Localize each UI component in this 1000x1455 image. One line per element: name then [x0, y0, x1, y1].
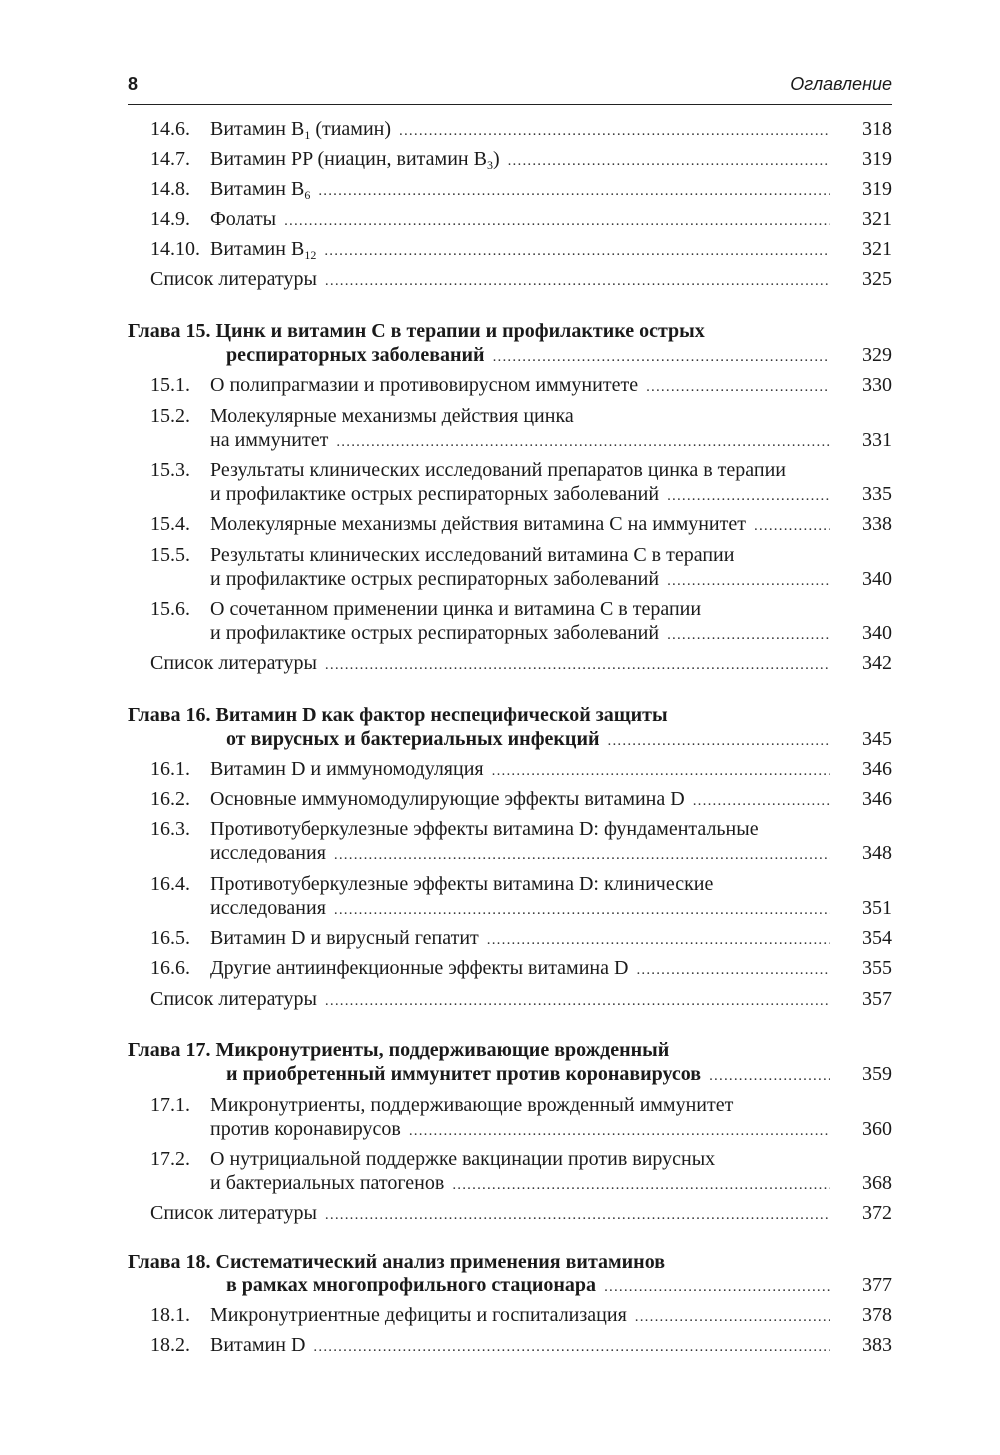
entry-page: 330: [862, 374, 892, 396]
entry-title: на иммунитет: [210, 429, 329, 451]
header-rule: [128, 104, 892, 105]
entry-number: 16.2.: [150, 788, 190, 810]
entry-title: Витамин $B_{12}$: [210, 238, 317, 262]
toc-entry[interactable]: [0, 370, 1000, 400]
entry-title: против коронавирусов: [210, 1118, 401, 1140]
chapter-title: и приобретенный иммунитет против коронавирусов: [226, 1063, 702, 1085]
toc-entry-cont[interactable]: [0, 1168, 1000, 1198]
entry-page: 354: [862, 927, 892, 949]
entry-title: Основные иммуномодулирующие эффекты витамина D: [210, 788, 685, 810]
entry-page: 368: [862, 1172, 892, 1194]
entry-title: О полипрагмазии и противовирусном иммунитете: [210, 374, 639, 396]
entry-title: Витамин $B_6$: [210, 178, 311, 202]
entry-number: 14.6.: [150, 118, 190, 140]
entry-page: 335: [862, 483, 892, 505]
entry-page: 346: [862, 788, 892, 810]
entry-page: 359: [862, 1063, 892, 1085]
toc-references[interactable]: [0, 648, 1000, 678]
entry-title: исследования: [210, 897, 326, 919]
references-label: Список литературы: [150, 988, 317, 1010]
toc-entry[interactable]: [0, 923, 1000, 953]
entry-number: 15.3.: [150, 459, 190, 481]
entry-page: 360: [862, 1118, 892, 1140]
entry-number: 18.1.: [150, 1304, 190, 1326]
entry-title: Витамин D: [210, 1334, 306, 1356]
entry-page: 383: [862, 1334, 892, 1356]
chapter-heading-cont[interactable]: [0, 1059, 1000, 1089]
chapter-label: Глава 17. Микронутриенты, поддерживающие врожденный: [128, 1039, 670, 1061]
entry-page: 325: [862, 268, 892, 290]
entry-title: Витамин PP (ниацин, витамин $B_3$): [210, 148, 500, 172]
chapter-title: в рамках многопрофильного стационара: [226, 1274, 597, 1296]
entry-number: 16.1.: [150, 758, 190, 780]
references-label: Список литературы: [150, 1202, 317, 1224]
entry-number: 15.6.: [150, 598, 190, 620]
entry-number: 16.5.: [150, 927, 190, 949]
entry-title: О нутрициальной поддержке вакцинации против вирусных: [210, 1148, 716, 1170]
entry-number: 14.9.: [150, 208, 190, 230]
references-label: Список литературы: [150, 652, 317, 674]
toc-entry-cont[interactable]: [0, 893, 1000, 923]
toc-entry[interactable]: [0, 114, 1000, 144]
page-header: [128, 74, 892, 100]
entry-number: 14.8.: [150, 178, 190, 200]
entry-title: Противотуберкулезные эффекты витамина D: клинические: [210, 873, 714, 895]
toc-entry[interactable]: [0, 234, 1000, 264]
entry-number: 15.5.: [150, 544, 190, 566]
running-title: Оглавление: [790, 74, 892, 94]
entry-page: 321: [862, 238, 892, 260]
entry-number: 17.1.: [150, 1094, 190, 1116]
entry-page: 321: [862, 208, 892, 230]
entry-page: 319: [862, 178, 892, 200]
entry-number: 18.2.: [150, 1334, 190, 1356]
entry-page: 377: [862, 1274, 892, 1296]
toc-entry-cont[interactable]: [0, 425, 1000, 455]
entry-title: Результаты клинических исследований витамина C в терапии: [210, 544, 735, 566]
entry-title: Витамин D и иммуномодуляция: [210, 758, 484, 780]
entry-number: 16.3.: [150, 818, 190, 840]
entry-page: 331: [862, 429, 892, 451]
page-number: 8: [128, 74, 139, 94]
entry-title: исследования: [210, 842, 326, 864]
entry-title: и профилактике острых респираторных заболеваний: [210, 483, 660, 505]
chapter-title: респираторных заболеваний: [226, 344, 485, 366]
entry-title: Молекулярные механизмы действия цинка: [210, 405, 574, 427]
entry-title: Молекулярные механизмы действия витамина C на иммунитет: [210, 513, 746, 535]
toc-entry-cont[interactable]: [0, 479, 1000, 509]
entry-title: Микронутриенты, поддерживающие врожденный иммунитет: [210, 1094, 734, 1116]
chapter-label: Глава 16. Витамин D как фактор неспецифической защиты: [128, 704, 668, 726]
entry-title: О сочетанном применении цинка и витамина C в терапии: [210, 598, 702, 620]
entry-page: 340: [862, 622, 892, 644]
chapter-heading-cont[interactable]: [0, 724, 1000, 754]
entry-page: 342: [862, 652, 892, 674]
entry-page: 318: [862, 118, 892, 140]
toc-references[interactable]: [0, 264, 1000, 294]
entry-title: Витамин D и вирусный гепатит: [210, 927, 479, 949]
toc-references[interactable]: [0, 1198, 1000, 1228]
entry-number: 14.10.: [150, 238, 200, 260]
toc-entry[interactable]: [0, 204, 1000, 234]
entry-number: 15.1.: [150, 374, 190, 396]
entry-page: 351: [862, 897, 892, 919]
entry-number: 15.4.: [150, 513, 190, 535]
chapter-title: от вирусных и бактериальных инфекций: [226, 728, 600, 750]
entry-page: 338: [862, 513, 892, 535]
toc-entry[interactable]: [0, 754, 1000, 784]
entry-page: 340: [862, 568, 892, 590]
entry-page: 355: [862, 957, 892, 979]
entry-number: 16.4.: [150, 873, 190, 895]
entry-title: Фолаты: [210, 208, 277, 230]
toc-entry[interactable]: [0, 509, 1000, 539]
toc-entry[interactable]: [0, 953, 1000, 983]
entry-page: 348: [862, 842, 892, 864]
toc-entry[interactable]: [0, 174, 1000, 204]
toc-entry-cont[interactable]: [0, 564, 1000, 594]
toc-references[interactable]: [0, 984, 1000, 1014]
toc-entry[interactable]: [0, 144, 1000, 174]
toc-entry-cont[interactable]: [0, 838, 1000, 868]
entry-page: 319: [862, 148, 892, 170]
entry-title: и бактериальных патогенов: [210, 1172, 445, 1194]
references-label: Список литературы: [150, 268, 317, 290]
entry-number: 14.7.: [150, 148, 190, 170]
entry-number: 15.2.: [150, 405, 190, 427]
toc-entry[interactable]: [0, 1300, 1000, 1330]
entry-number: 17.2.: [150, 1148, 190, 1170]
entry-title: и профилактике острых респираторных заболеваний: [210, 568, 660, 590]
entry-page: 378: [862, 1304, 892, 1326]
entry-page: 329: [862, 344, 892, 366]
chapter-label: Глава 15. Цинк и витамин C в терапии и профилактике острых: [128, 320, 705, 342]
entry-page: 372: [862, 1202, 892, 1224]
entry-title: Витамин $B_1$ (тиамин): [210, 118, 392, 142]
entry-title: Микронутриентные дефициты и госпитализация: [210, 1304, 627, 1326]
chapter-heading-cont[interactable]: [0, 1270, 1000, 1300]
chapter-heading-cont[interactable]: [0, 340, 1000, 370]
toc-entry-cont[interactable]: [0, 618, 1000, 648]
entry-page: 345: [862, 728, 892, 750]
entry-title: Противотуберкулезные эффекты витамина D: фундаментальные: [210, 818, 759, 840]
entry-page: 357: [862, 988, 892, 1010]
chapter-label: Глава 18. Систематический анализ применения витаминов: [128, 1251, 665, 1273]
entry-title: Результаты клинических исследований препаратов цинка в терапии: [210, 459, 786, 481]
toc-entry-cont[interactable]: [0, 1114, 1000, 1144]
entry-title: и профилактике острых респираторных заболеваний: [210, 622, 660, 644]
toc-entry[interactable]: [0, 1330, 1000, 1360]
entry-page: 346: [862, 758, 892, 780]
toc-entry[interactable]: [0, 784, 1000, 814]
entry-number: 16.6.: [150, 957, 190, 979]
entry-title: Другие антиинфекционные эффекты витамина D: [210, 957, 629, 979]
